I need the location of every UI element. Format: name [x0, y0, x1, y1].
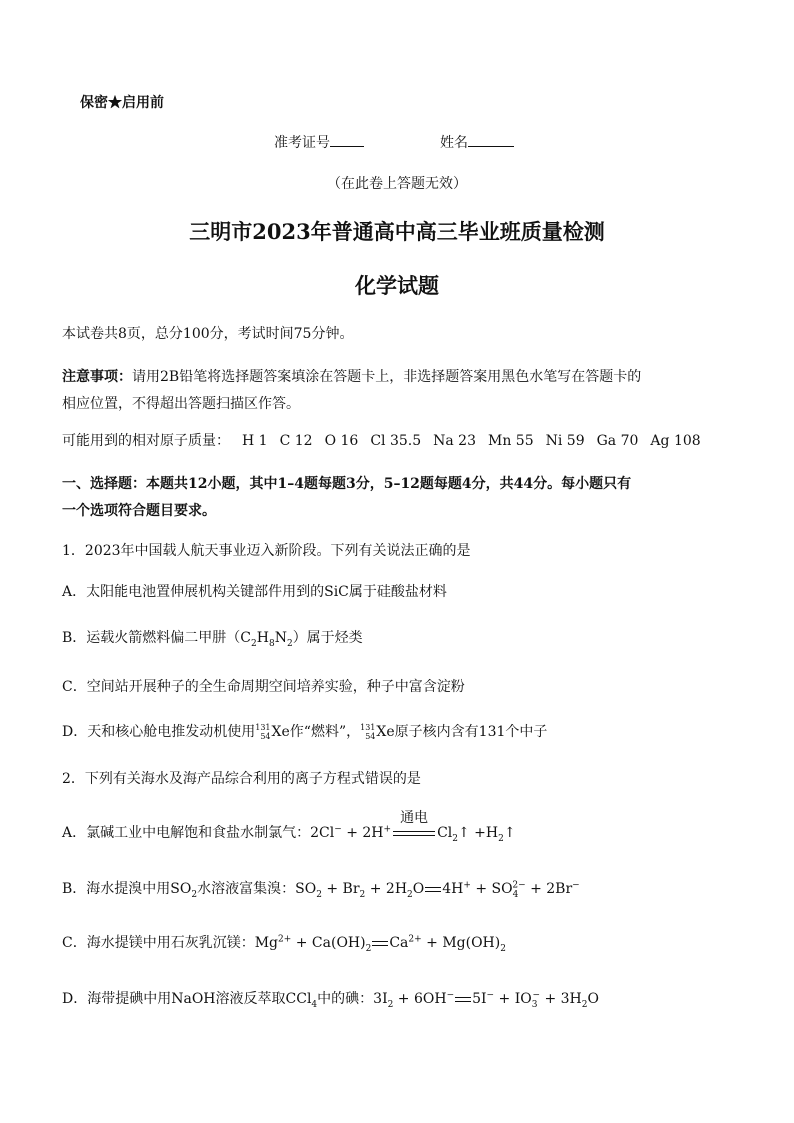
mass-h: H 1 — [242, 433, 268, 449]
mass-ag: Ag 108 — [650, 433, 701, 449]
q1-option-d: D．天和核心舱电推发动机使用 131 54 Xe作“燃料”， 131 54 Xe原子核内含有131个中子 — [62, 723, 548, 741]
mass-cl: Cl 35.5 — [370, 433, 422, 449]
xenon-isotope-notation-2: 131 54 — [360, 723, 376, 741]
electrolysis-equation: 2Cl− + 2H+ 通电 $Cl_2↑$ $+H_2↑$ — [310, 825, 515, 841]
mass-ni: Ni 59 — [545, 433, 585, 449]
section-1-heading-line-1: 一、选择题：本题共12小题，其中1–4题每题3分，5–12题每题4分，共44分。每小题只有 — [62, 476, 632, 492]
xenon-isotope-notation: 131 54 — [255, 723, 271, 741]
q2-option-a: A．氯碱工业中电解饱和食盐水制氯气：2Cl− + 2H+ 通电 $Cl_2↑$ $+H_2↑$ — [62, 822, 516, 844]
magnesium-equation: $Mg^{2+} + Ca(OH)_2$ $Ca^{2+} + Mg(OH)_2$ — [254, 934, 506, 954]
q2-option-b: B．海水提溴中用$SO_2$水溶液富集溴：$SO_2 + Br_2 + 2H_2O$ $4H^+ + SO_4^{2-} + 2Br^-$ — [62, 880, 580, 900]
q2-stem: 2．下列有关海水及海产品综合利用的离子方程式错误的是 — [62, 771, 421, 787]
mass-c: C 12 — [279, 433, 313, 449]
electrolysis-condition: 通电 — [400, 810, 429, 826]
q2-option-c: C．海水提镁中用石灰乳沉镁：$Mg^{2+} + Ca(OH)_2$ $Ca^{2+} + Mg(OH)_2$ — [62, 934, 506, 954]
section-1-heading-line-2: 一个选项符合题目要求。 — [62, 503, 216, 519]
name-blank — [468, 133, 514, 147]
exam-number-blank — [330, 133, 364, 147]
notice-text-1: 请用2B铅笔将选择题答案填涂在答题卡上，非选择题答案用黑色水笔写在答题卡的 — [132, 369, 642, 385]
q1-stem: 1．2023年中国载人航天事业迈入新阶段。下列有关说法正确的是 — [62, 543, 471, 559]
exam-title: 三明市2023年普通高中高三毕业班质量检测 — [189, 219, 605, 244]
bromine-equation: $SO_2 + Br_2 + 2H_2O$ $4H^+ + SO_4^{2-} + 2Br^-$ — [295, 880, 580, 900]
mass-o: O 16 — [324, 433, 359, 449]
name-label: 姓名 — [440, 135, 468, 151]
mass-ga: Ga 70 — [596, 433, 639, 449]
atomic-masses-label: 可能用到的相对原子质量： — [62, 433, 230, 449]
exam-info: 本试卷共8页，总分100分，考试时间75分钟。 — [62, 326, 354, 342]
mass-na: Na 23 — [433, 433, 476, 449]
atomic-masses — [62, 430, 701, 450]
invalid-answer-note: （在此卷上答题无效） — [327, 176, 467, 192]
exam-subtitle: 化学试题 — [355, 273, 439, 298]
name-field — [440, 132, 514, 152]
q1-option-a: A．太阳能电池置伸展机构关键部件用到的SiC属于硅酸盐材料 — [62, 584, 447, 600]
q2-option-d: D．海带提碘中用NaOH溶液反萃取CCl$_4$中的碘：$3I_2 + 6OH^-$ $5I^- + IO_3^- + 3H_2O$ — [62, 990, 599, 1010]
exam-number-field — [274, 132, 364, 152]
exam-number-label: 准考证号 — [274, 135, 330, 151]
q1-option-c: C．空间站开展种子的全生命周期空间培养实验，种子中富含淀粉 — [62, 679, 465, 695]
confidential-label: 保密★启用前 — [80, 95, 164, 111]
mass-mn: Mn 55 — [488, 433, 534, 449]
notice-line-2: 相应位置，不得超出答题扫描区作答。 — [62, 396, 300, 412]
iodine-equation: $3I_2 + 6OH^-$ $5I^- + IO_3^- + 3H_2O$ — [373, 990, 599, 1010]
notice-label: 注意事项： — [62, 369, 132, 385]
dimethylhydrazine-formula: $C_2H_8N_2$ — [240, 630, 293, 649]
q1-option-b: B．运载火箭燃料偏二甲肼$(C_2H_8N_2)$属于烃类 — [62, 630, 363, 649]
notice-line-1 — [62, 366, 641, 386]
